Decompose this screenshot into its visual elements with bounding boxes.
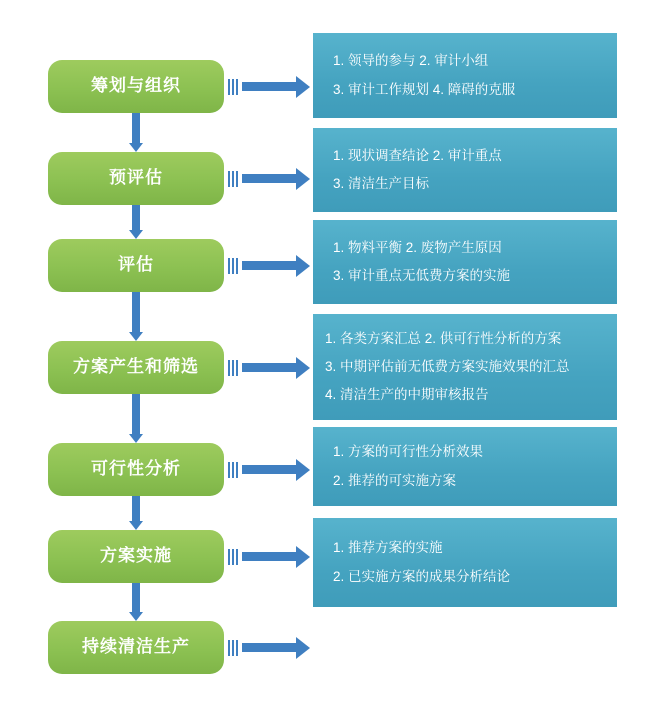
stage-label-5: 可行性分析 — [91, 459, 181, 479]
stage-label-6: 方案实施 — [100, 546, 172, 566]
detail-panel-2 — [313, 128, 617, 212]
stage-box-3[interactable] — [48, 239, 224, 292]
stage-label-4: 方案产生和筛选 — [73, 357, 199, 377]
detail-line-6-1: 1. 推荐方案的实施 — [333, 540, 443, 556]
detail-line-4-3: 4. 清洁生产的中期审核报告 — [325, 387, 489, 403]
stage-box-4[interactable] — [48, 341, 224, 394]
detail-panel-1 — [313, 33, 617, 118]
detail-line-3-1: 1. 物料平衡 2. 废物产生原因 — [333, 239, 502, 255]
detail-line-4-2: 3. 中期评估前无低费方案实施效果的汇总 — [325, 358, 570, 374]
detail-panel-5 — [313, 427, 617, 506]
detail-line-6-2: 2. 已实施方案的成果分析结论 — [333, 568, 511, 584]
connector-arrow-4-5 — [129, 394, 143, 443]
stage-label-3: 评估 — [118, 255, 154, 275]
branch-arrow-4 — [228, 357, 310, 379]
branch-arrow-6 — [228, 546, 310, 568]
stage-box-2[interactable] — [48, 152, 224, 205]
connector-arrow-2-3 — [129, 205, 143, 239]
detail-line-2-1: 1. 现状调查结论 2. 审计重点 — [333, 147, 502, 163]
stage-label-1: 筹划与组织 — [91, 76, 181, 96]
detail-line-2-2: 3. 清洁生产目标 — [333, 176, 430, 191]
detail-line-5-2: 2. 推荐的可实施方案 — [333, 472, 457, 488]
detail-panel-3 — [313, 220, 617, 304]
stage-box-6[interactable] — [48, 530, 224, 583]
detail-line-5-1: 1. 方案的可行性分析效果 — [333, 444, 484, 460]
stage-box-1[interactable] — [48, 60, 224, 113]
detail-line-3-2: 3. 审计重点无低费方案的实施 — [333, 268, 511, 283]
detail-line-1-1: 1. 领导的参与 2. 审计小组 — [333, 53, 489, 69]
detail-line-1-2: 3. 审计工作规划 4. 障碍的克服 — [333, 81, 516, 97]
stage-label-7: 持续清洁生产 — [82, 637, 190, 657]
detail-panel-6 — [313, 518, 617, 607]
branch-arrow-3 — [228, 255, 310, 277]
branch-arrow-2 — [228, 168, 310, 190]
detail-line-4-1: 1. 各类方案汇总 2. 供可行性分析的方案 — [325, 330, 562, 346]
connector-arrow-3-4 — [129, 292, 143, 341]
detail-panel-4 — [313, 314, 617, 420]
connector-arrow-6-7 — [129, 583, 143, 621]
stage-box-7[interactable] — [48, 621, 224, 674]
stage-label-2: 预评估 — [109, 168, 163, 188]
branch-arrow-1 — [228, 76, 310, 98]
stage-box-5[interactable] — [48, 443, 224, 496]
connector-arrow-5-6 — [129, 496, 143, 530]
branch-arrow-7 — [228, 637, 310, 659]
branch-arrow-5 — [228, 459, 310, 481]
connector-arrow-1-2 — [129, 113, 143, 152]
